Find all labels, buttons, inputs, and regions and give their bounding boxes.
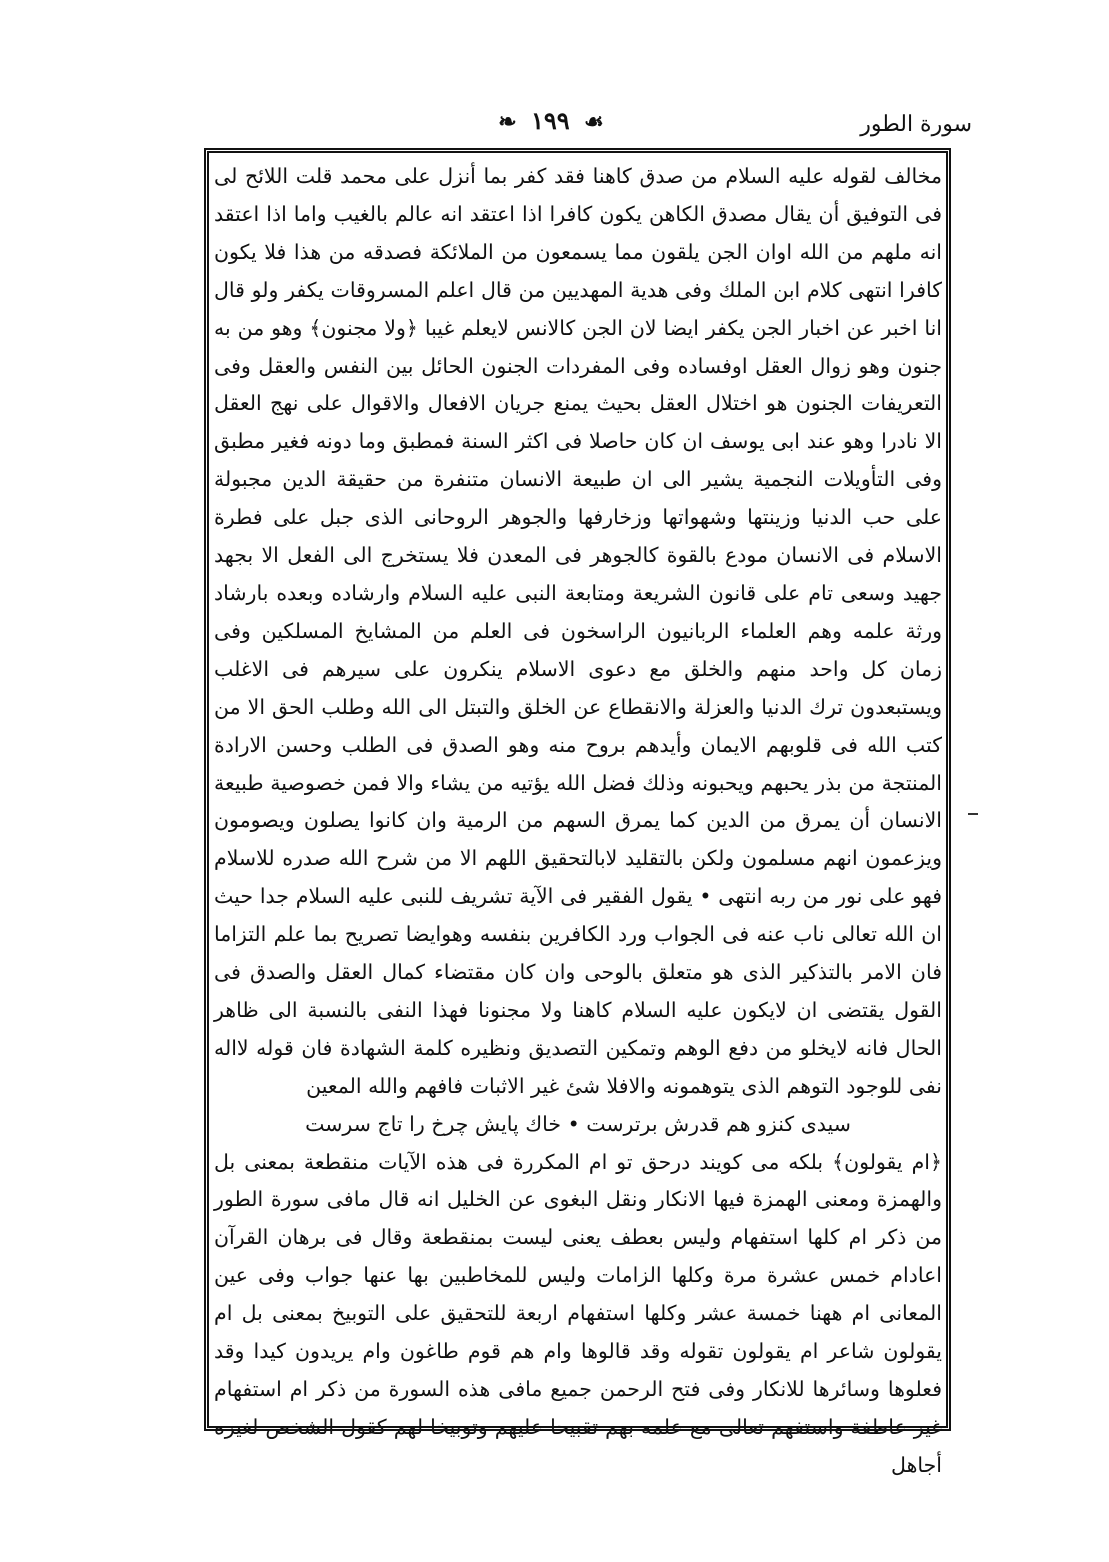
right-ornament-icon: ☙	[584, 109, 604, 135]
left-ornament-icon: ❧	[498, 109, 517, 135]
page-number: ١٩٩	[531, 106, 570, 135]
page-header	[120, 100, 982, 144]
main-text	[214, 158, 942, 1485]
page-number-block	[120, 106, 982, 135]
margin-mark	[968, 813, 978, 815]
persian-verse: سيدى كنزو هم قدرش برترست • خاك پايش چرخ را تاج سرست	[305, 1111, 851, 1136]
surah-title: سورة الطور	[860, 112, 972, 137]
paragraph: مخالف لقوله عليه السلام من صدق كاهنا فقد كفر بما أنزل على محمد قلت اللائح لى فى التوفيق أن يقال مصدق الكاهن يكون كافرا اذا اعتقد انه عالم بالغيب واما اذا اعتقد انه ملهم من الله اوان الجن يلقون مما يسمعون من الملائكة فصدقه من هذا فلا يكون كافرا انتهى كلام ابن الملك وفى هدية المهديين من قال اعلم المسروقات يكفر ولو قال انا اخبر عن اخبار الجن يكفر ايضا لان الجن كالانس لايعلم غيبا ﴿ولا مجنون﴾ وهو من به جنون وهو زوال العقل اوفساده وفى المفردات الجنون الحائل بين النفس والعقل وفى التعريفات الجنون هو اختلال العقل بحيث يمنع جريان الافعال والاقوال على نهج العقل الا نادرا وهو عند ابى يوسف ان كان حاصلا فى اكثر السنة فمطبق وما دونه فغير مطبق وفى التأويلات النجمية يشير الى ان طبيعة الانسان متنفرة من حقيقة الدين مجبولة على حب الدنيا وزينتها وشهواتها وزخارفها والجوهر الروحانى الذى جبل على فطرة الاسلام فى الانسان مودع بالقوة كالجوهر فى المعدن فلا يستخرج الى الفعل الا بجهد جهيد وسعى تام على قانون الشريعة ومتابعة النبى عليه السلام وارشاده وبعده بارشاد ورثة علمه وهم العلماء الربانيون الراسخون فى العلم من المشايخ المسلكين وفى زمان كل واحد منهم والخلق مع دعوى الاسلام ينكرون على سيرهم فى الاغلب ويستبعدون ترك الدنيا والعزلة والانقطاع عن الخلق والتبتل الى الله وطلب الحق الا من كتب الله فى قلوبهم الايمان وأيدهم بروح منه وهو الصدق فى الطلب وحسن الارادة المنتجة من بذر يحبهم ويحبونه وذلك فضل الله يؤتيه من يشاء والا فمن خصوصية طبيعة الانسان أن يمرق من الدين كما يمرق السهم من الرمية وان كانوا يصلون ويصومون ويزعمون انهم مسلمون ولكن بالتقليد لابالتحقيق اللهم الا من شرح الله صدره للاسلام فهو على نور من ربه انتهى • يقول الفقير فى الآية تشريف للنبى عليه السلام جدا حيث ان الله تعالى ناب عنه فى الجواب ورد الكافرين بنفسه وهوايضا تصريح بما علم التزاما فان الامر بالتذكير الذى هو متعلق بالوحى وان كان مقتضاء كمال العقل والصدق فى القول يقتضى ان لايكون عليه السلام كاهنا ولا مجنونا فهذا النفى بالنسبة الى ظاهر الحال فانه لايخلو من دفع الوهم وتمكين التصديق ونظيره كلمة الشهادة فان قوله لااله نفى للوجود التوهم الذى يتوهمونه والافلا شئ غير الاثبات فافهم والله المعين	[214, 164, 943, 1098]
paragraph: ﴿ام يقولون﴾ بلكه مى كويند درحق تو ام المكررة فى هذه الآيات منقطعة بمعنى بل والهمزة ومعنى الهمزة فيها الانكار ونقل البغوى عن الخليل انه قال مافى سورة الطور من ذكر ام كلها استفهام وليس بعطف يعنى ليست بمنقطعة وقال فى برهان القرآن اعادام خمس عشرة مرة وكلها الزامات وليس للمخاطبين بها عنها جواب وفى عين المعانى ام ههنا خمسة عشر وكلها استفهام اربعة للتحقيق على التوبيخ بمعنى بل ام يقولون شاعر ام يقولون تقوله وقد قالوها وام هم قوم طاغون وام يريدون كيدا وقد فعلوها وسائرها للانكار وفى فتح الرحمن جميع مافى هذه السورة من ذكر ام استفهام غير عاطفة واستفهم تعالى مع علمه بهم تقبيحا عليهم وتوبيخا لهم كقول الشخص لغيره أجاهل	[214, 1149, 942, 1477]
